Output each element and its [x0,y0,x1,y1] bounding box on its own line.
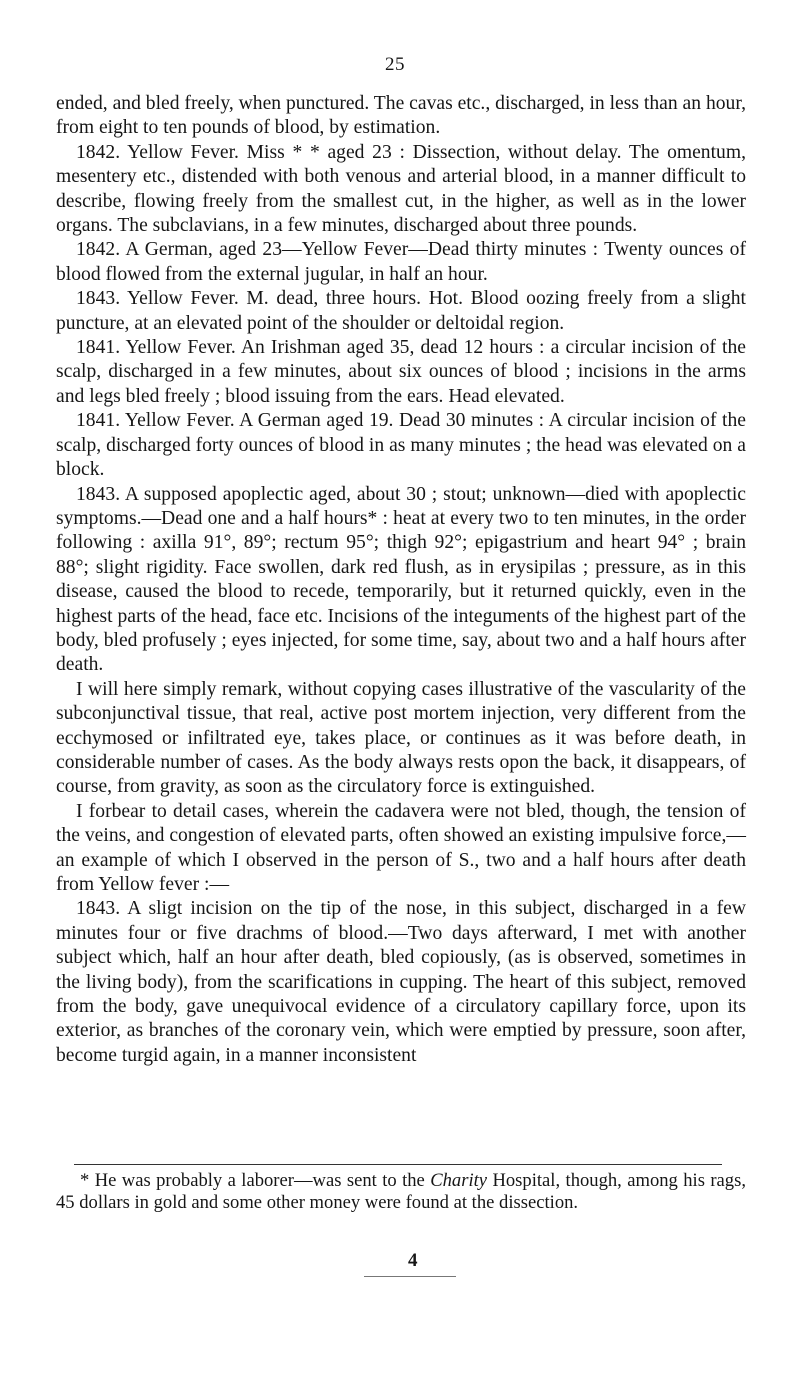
footnote-text: * He was probably a laborer—was sent to the [80,1170,431,1191]
footnote-italic: Charity [430,1170,488,1191]
paragraph: ended, and bled freely, when punctured. The cavas etc., discharged, in less than an hour, from eight to ten pounds of blood, by estimation. [56,93,746,139]
paragraph: 1843. A sligt incision on the tip of the nose, in this subject, discharged in a few minutes four or five drachms of blood.—Two days afterward, I met with another subject which, half an hour after death, bled copiously, (as is observed, sometimes in the living body), from the scarifications in cupping. The heart of this subject, removed from the body, gave unequivocal evidence of a circulatory capillary force, upon its exterior, as branches of the coronary vein, which were emptied by pressure, soon after, become turgid again, in a manner inconsistent [56,898,746,1066]
paragraph: 1843. Yellow Fever. M. dead, three hours. Hot. Blood oozing freely from a slight puncture, at an elevated point of the shoulder or deltoidal region. [56,288,746,334]
paragraph: 1842. Yellow Fever. Miss * * aged 23 : Dissection, without delay. The omentum, mesentery etc., distended with both venous and arterial blood, in a manner difficult to describe, flowing freely from the smallest cut, in the higher, as well as in the lower organs. The subclavians, in a few minutes, discharged about three pounds. [56,141,746,237]
footnote [56,1170,746,1214]
paragraph: I forbear to detail cases, wherein the cadavera were not bled, though, the tension of the veins, and congestion of elevated parts, often showed an existing impulsive force,—an example of which I observed in the person of S., two and a half hours after death from Yellow fever :— [56,800,746,895]
paragraph: 1841. Yellow Fever. A German aged 19. Dead 30 minutes : A circular incision of the scalp, discharged forty ounces of blood in as many minutes ; the head was elevated on a block. [56,410,746,481]
paragraph: 1842. A German, aged 23—Yellow Fever—Dead thirty minutes : Twenty ounces of blood flowed from the external jugular, in half an hour. [56,239,746,285]
signature-line [364,1276,456,1277]
footnote-text: Hospital, though, among his rags, 45 dollars in gold and some other money were found at the dissection. [56,1170,746,1213]
paragraph: 1843. A supposed apoplectic aged, about 30 ; stout; unknown—died with apoplectic symptoms.—Dead one and a half hours* : heat at every two to ten minutes, in the order following : axilla 91°, 89°; rectum 95°; thigh 92°; epigastrium and heart 94° ; brain 88°; slight rigidity. Face swollen, dark red flush, as in erysipilas ; pressure, as in this disease, caused the blood to recede, temporarily, but it returned quickly, even in the highest parts of the head, face etc. Incisions of the integuments of the highest part of the body, bled profusely ; eyes injected, for some time, say, about two and a half hours after death. [56,483,746,676]
main-text [56,92,746,1068]
paragraph: 1841. Yellow Fever. An Irishman aged 35, dead 12 hours : a circular incision of the scalp, discharged in a few minutes, about six ounces of blood ; incisions in the arms and legs bled freely ; blood issuing from the ears. Head elevated. [56,337,746,407]
paragraph: I will here simply remark, without copying cases illustrative of the vascularity of the subconjunctival tissue, that real, active post mortem injection, very different from the ecchymosed or infiltrated eye, takes place, or continues as it was before death, in considerable number of cases. As the body always rests opon the back, it disappears, of course, from gravity, as soon as the circulatory force is extinguished. [56,678,746,798]
footnote-divider [74,1164,722,1165]
signature-mark: 4 [408,1250,418,1271]
page-number: 25 [385,54,405,75]
